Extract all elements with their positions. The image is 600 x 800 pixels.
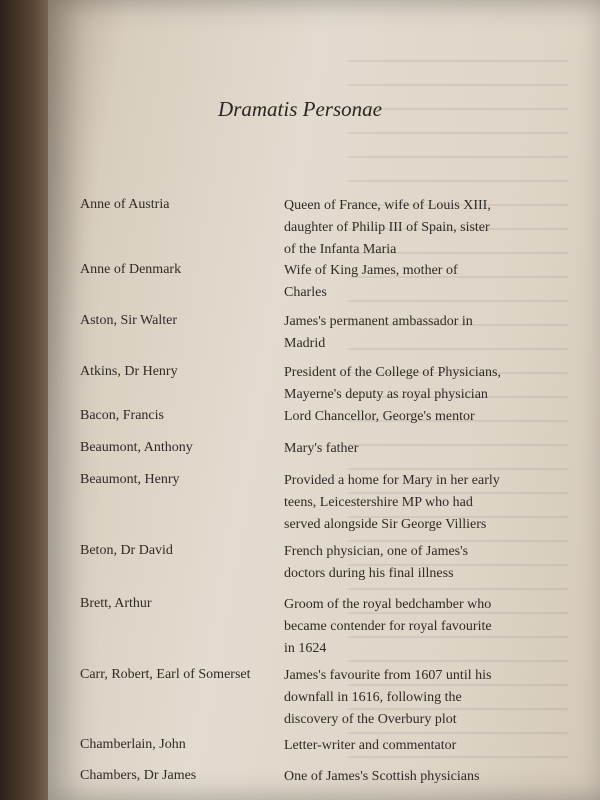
description-line: in 1624 (284, 641, 327, 656)
character-name: Anne of Denmark (80, 262, 182, 277)
character-name: Chambers, Dr James (80, 768, 197, 783)
character-description (284, 735, 564, 757)
character-description (284, 594, 564, 660)
character-description (284, 438, 564, 460)
character-name: Brett, Arthur (80, 596, 152, 611)
description-line: downfall in 1616, following the (284, 690, 462, 705)
description-line: James's permanent ambassador in (284, 314, 473, 329)
character-name: Beaumont, Henry (80, 472, 180, 487)
character-name: Atkins, Dr Henry (80, 364, 178, 379)
character-description (284, 195, 564, 261)
character-name: Aston, Sir Walter (80, 313, 177, 328)
character-description (284, 362, 564, 406)
description-line: Groom of the royal bedchamber who (284, 597, 492, 612)
character-description (284, 541, 564, 585)
character-name: Beaumont, Anthony (80, 440, 193, 455)
description-line: James's favourite from 1607 until his (284, 668, 492, 683)
description-line: Charles (284, 285, 327, 300)
description-line: Queen of France, wife of Louis XIII, (284, 198, 491, 213)
character-description (284, 260, 564, 304)
description-line: discovery of the Overbury plot (284, 712, 457, 727)
description-line: became contender for royal favourite (284, 619, 492, 634)
character-name: Anne of Austria (80, 197, 170, 212)
character-name: Beton, Dr David (80, 543, 173, 558)
character-description (284, 406, 564, 428)
description-line: Provided a home for Mary in her early (284, 473, 500, 488)
description-line: Madrid (284, 336, 326, 351)
character-description (284, 311, 564, 355)
description-line: Lord Chancellor, George's mentor (284, 409, 475, 424)
description-line: served alongside Sir George Villiers (284, 517, 487, 532)
description-line: President of the College of Physicians, (284, 365, 501, 380)
character-name: Chamberlain, John (80, 737, 186, 752)
description-line: daughter of Philip III of Spain, sister (284, 220, 490, 235)
description-line: doctors during his final illness (284, 566, 454, 581)
page-title: Dramatis Personae (218, 97, 382, 121)
description-line: Wife of King James, mother of (284, 263, 458, 278)
description-line: French physician, one of James's (284, 544, 469, 559)
description-line: Mary's father (284, 441, 359, 456)
character-description (284, 766, 564, 788)
character-description (284, 665, 564, 731)
description-line: of the Infanta Maria (284, 242, 397, 257)
description-line: One of James's Scottish physicians (284, 769, 480, 784)
character-name: Carr, Robert, Earl of Somerset (80, 667, 251, 682)
character-description (284, 470, 564, 536)
description-line: teens, Leicestershire MP who had (284, 495, 473, 510)
description-line: Letter-writer and commentator (284, 738, 457, 753)
character-name: Bacon, Francis (80, 408, 164, 423)
description-line: Mayerne's deputy as royal physician (284, 387, 488, 402)
